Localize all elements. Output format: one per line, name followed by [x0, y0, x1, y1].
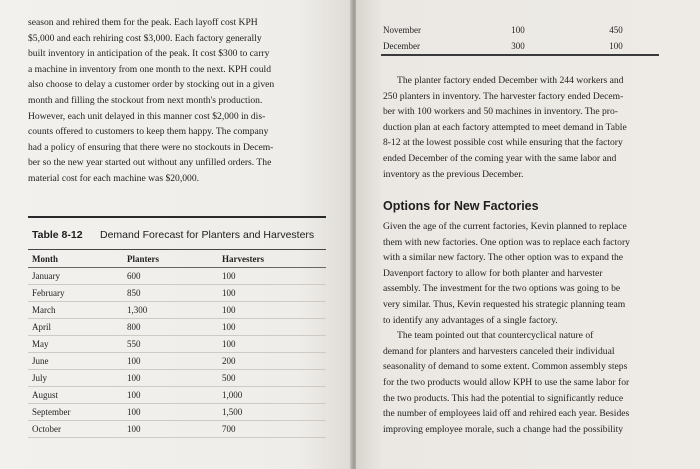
planters-cell: 100 [127, 370, 222, 387]
table-row [28, 319, 326, 336]
planters-cell: 550 [127, 336, 222, 353]
text-line: ended December of the coming year with the same labor and [383, 152, 617, 164]
planters-cell: 300 [463, 38, 573, 55]
planters-cell: 1,300 [127, 302, 222, 319]
planters-cell: 100 [127, 421, 222, 438]
text-line: a machine in inventory from one month to the next. KPH could [28, 63, 271, 75]
month-cell: October [28, 421, 127, 438]
planters-cell: 100 [127, 353, 222, 370]
table-row [28, 404, 326, 421]
harvesters-cell: 100 [222, 285, 326, 302]
text-line: also choose to delay a customer order by stocking out in a given [28, 79, 275, 91]
table-row [28, 370, 326, 387]
harvesters-cell: 200 [222, 353, 326, 370]
text-line: 250 planters in inventory. The harvester factory ended Decem- [383, 90, 624, 102]
text-line: counts offered to customers to keep them happy. The company [28, 126, 269, 138]
text-line: ber so the new year started out without any unfilled orders. The [28, 157, 272, 169]
table-row [28, 268, 326, 285]
text-line: them with new factories. One option was to replace each factory [383, 236, 630, 248]
table-row [28, 302, 326, 319]
text-line: with a similar new factory. The other option was to expand the [383, 252, 624, 264]
month-cell: April [28, 319, 127, 336]
harvesters-cell: 500 [222, 370, 326, 387]
table-number: Table 8-12 [32, 229, 83, 241]
month-cell: November [383, 25, 421, 35]
text-line: The team pointed out that countercyclical nature of [397, 330, 594, 342]
factory-status-paragraph [383, 73, 627, 182]
column-header-month: Month [28, 250, 127, 268]
text-line: $5,000 and each rehiring cost $3,000. Each factory generally [28, 32, 262, 44]
text-line: built inventory in anticipation of the peak. It cost $300 to carry [28, 48, 270, 60]
section-heading: Options for New Factories [383, 199, 539, 213]
column-header-harvesters: Harvesters [222, 250, 326, 268]
text-line: the two products. This had the potential to significantly reduce [383, 392, 624, 404]
text-line: assembly. The investment for the two options was going to be [383, 283, 621, 295]
text-line: month and filling the stockout from next month's production. [28, 94, 263, 106]
text-line: very similar. Thus, Kevin requested his strategic planning team [383, 298, 626, 310]
harvesters-cell: 700 [222, 421, 326, 438]
text-line: seasonality of demand to some extent. Common assembly steps [383, 361, 628, 373]
cost-paragraph [28, 15, 274, 187]
text-line: season and rehired them for the peak. Each layoff cost KPH [28, 17, 258, 28]
text-line: for the two products would allow KPH to use the same labor for [383, 376, 630, 388]
table-row [28, 285, 326, 302]
table-row [28, 336, 326, 353]
text-line: improving employee morale, such a change had the possibility [383, 423, 624, 435]
text-line: had a policy of ensuring that there were no stockouts in Decem- [28, 141, 274, 153]
harvesters-cell: 1,500 [222, 404, 326, 421]
table-header-row [28, 250, 326, 268]
month-cell: February [28, 285, 127, 302]
text-line: material cost for each machine was $20,000. [28, 172, 200, 184]
table-title: Demand Forecast for Planters and Harvesters [100, 229, 315, 241]
table-row [381, 38, 659, 55]
harvesters-cell: 100 [222, 268, 326, 285]
text-line: the number of employees laid off and rehired each year. Besides [383, 408, 630, 420]
month-cell: January [28, 268, 127, 285]
table-row [381, 22, 659, 38]
table-row [28, 421, 326, 438]
demand-forecast-table-block [28, 216, 326, 438]
month-cell: June [28, 353, 127, 370]
month-cell: May [28, 336, 127, 353]
demand-forecast-table-continued [381, 22, 659, 56]
harvesters-cell: 1,000 [222, 387, 326, 404]
month-cell: March [28, 302, 127, 319]
text-line: ber with 100 workers and 50 machines in inventory. The pro- [383, 106, 618, 118]
month-cell: August [28, 387, 127, 404]
table-caption [28, 228, 326, 243]
month-cell: September [28, 404, 127, 421]
text-line: to identify any advantages of a single factory. [383, 314, 558, 326]
harvesters-cell: 450 [609, 25, 623, 35]
table-top-rule [28, 216, 326, 218]
text-line: inventory as the previous December. [383, 168, 524, 180]
harvesters-cell: 100 [222, 302, 326, 319]
planters-cell: 100 [511, 25, 525, 35]
harvesters-cell: 100 [222, 319, 326, 336]
text-line: duction plan at each factory attempted to meet demand in Table [383, 121, 627, 133]
text-line: demand for planters and harvesters canceled their individual [383, 345, 615, 357]
new-factories-paragraph [383, 219, 630, 437]
table-row [28, 353, 326, 370]
planters-cell: 100 [127, 387, 222, 404]
text-line: Given the age of the current factories, Kevin planned to replace [383, 221, 627, 232]
demand-forecast-table [28, 250, 326, 438]
table-row [28, 387, 326, 404]
planters-cell: 100 [127, 404, 222, 421]
text-line: Davenport factory to allow for both planter and harvester [383, 267, 603, 279]
harvesters-cell: 100 [222, 336, 326, 353]
harvesters-cell: 100 [573, 38, 659, 55]
text-line: The planter factory ended December with 244 workers and [397, 75, 624, 86]
month-cell: July [28, 370, 127, 387]
text-line: 8-12 at the lowest possible cost while ensuring that the factory [383, 137, 623, 149]
column-header-planters: Planters [127, 250, 222, 268]
month-cell: December [381, 38, 463, 55]
text-line: However, each unit delayed in this manner cost $2,000 in dis- [28, 110, 266, 122]
planters-cell: 600 [127, 268, 222, 285]
planters-cell: 850 [127, 285, 222, 302]
planters-cell: 800 [127, 319, 222, 336]
